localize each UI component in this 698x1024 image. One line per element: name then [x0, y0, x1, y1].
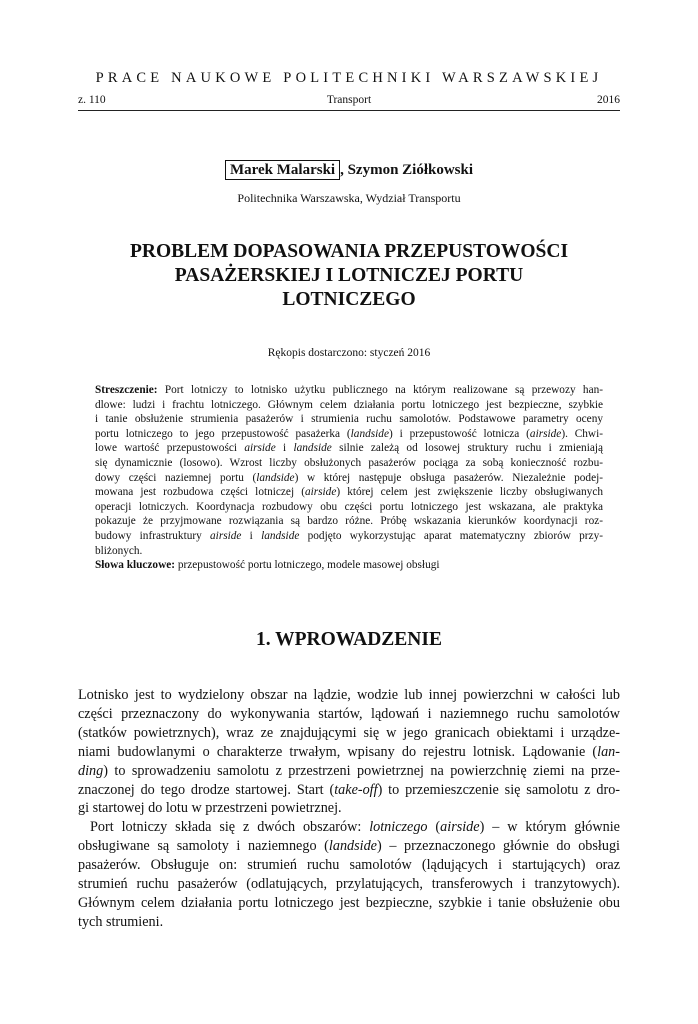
publication-year: 2016 [597, 94, 620, 106]
abstract-line: dlowe: ludzi i frachtu lotniczego. Głównym celem działania portu lotniczego jest bezpieczne, szybkie [95, 398, 603, 411]
abstract-line: portu lotniczego to jego przepustowość pasażerka (landside) i przepustowość lotnicza (airside). Chwi- [95, 427, 603, 440]
abstract-line: Streszczenie: Port lotniczy to lotnisko użytku publicznego na którym realizowane są przewozy han- [95, 384, 603, 396]
body-line: obsługiwane są samoloty i naziemnego (landside) – przeznaczonego głównie do obsługi [78, 838, 620, 855]
issue-line [78, 94, 620, 108]
body-line: znaczonej do tego drodze startowej. Start (take-off) to przemieszczenie się samolotu z dro- [78, 781, 621, 798]
body-line: gi startowej do lotu w przestrzeni powietrznej. [78, 800, 342, 817]
abstract-line: bliżonych. [95, 544, 143, 557]
section-heading: 1. WPROWADZENIE [255, 629, 442, 650]
body-text [78, 686, 620, 932]
abstract-line: się dynamicznie (losowo). Wzrost liczby obsłużonych pasażerów pociąga za sobą konieczność rozbu- [95, 456, 603, 469]
body-line: części przeznaczony do wykonywania startów, lądowań i naziemnego ruchu samolotów [78, 705, 620, 722]
received-date: Rękopis dostarczono: styczeń 2016 [267, 347, 431, 359]
title-line-2: PASAŻERSKIEJ I LOTNICZEJ PORTU [174, 265, 524, 286]
abstract-line: lowe wartość przepustowości airside i landside silnie zależą od losowej struktury ruchu i zmieniają [95, 442, 604, 455]
body-line: Lotnisko jest to wydzielony obszar na lądzie, wodzie lub innej powierzchni w całości lub [78, 687, 620, 703]
body-line: niami budowlanymi o charakterze trwałym, wpisany do rejestru lotnisk. Lądowanie (lan- [78, 743, 620, 760]
abstract-line: operacji lotniczych. Koordynacja rozbudowy obu części portu lotniczego jest wskazana, ale praktyka [95, 500, 603, 513]
keywords [95, 558, 603, 573]
body-line: (statków powietrznych), wraz ze znajdującymi się w jego granicach obiektami i urządze- [78, 724, 620, 741]
abstract-line: mowana jest rozbudowa części lotniczej (airside) której celem jest zwiększenie liczby obsługiwanych [95, 486, 603, 499]
author-separator: , [340, 162, 344, 178]
body-line: strumień ruchu pasażerów (odlatujących, przylatujących, transferowych i tranzytowych). [78, 876, 620, 893]
header-rule [78, 110, 620, 111]
journal-name: PRACE NAUKOWE POLITECHNIKI WARSZAWSKIEJ [95, 70, 603, 86]
authors [0, 162, 698, 179]
body-line: Port lotniczy składa się z dwóch obszarów: lotniczego (airside) – w którym głównie [90, 819, 620, 836]
body-line: pasażerów. Obsługuje on: strumień ruchu samolotów (lądujących i startujących) oraz [78, 857, 620, 874]
series-name: Transport [326, 94, 372, 106]
abstract-line: budowy infrastruktury airside i landside podjęto wykorzystując aparat matematyczny zbiorów przy- [95, 529, 603, 542]
body-line: tych strumieni. [78, 913, 164, 930]
abstract-line: pokazuje że przyjmowane rozwiązania są bardzo różne. Próbę wskazania kierunków koordynacji roz- [95, 515, 603, 528]
paper-title [90, 240, 608, 312]
author-second: Szymon Ziółkowski [347, 162, 474, 178]
abstract [95, 383, 603, 573]
abstract-line: i tanie obsłużenie strumienia pasażerów i strumienia ruchu samolotów. Podstawowe parametry oceny [95, 413, 603, 426]
title-line-1: PROBLEM DOPASOWANIA PRZEPUSTOWOŚCI [129, 241, 569, 262]
author-first: Marek Malarski [225, 160, 340, 180]
body-line: Głównym celem działania portu lotniczego jest bezpieczne, szybkie i tanie obsłużenie obu [78, 894, 620, 911]
abstract-line: dowy części naziemnej portu (landside) w której następuje obsługa pasażerów. Niezależnie podej- [95, 471, 603, 484]
abstract-label: Streszczenie: [95, 384, 158, 396]
keywords-label: Słowa kluczowe: [95, 559, 176, 572]
body-line: ding) to sprowadzeniu samolotu z przestrzeni powietrznej na powierzchnię ziemi na prze- [78, 762, 620, 779]
affiliation: Politechnika Warszawska, Wydział Transportu [237, 191, 461, 205]
keywords-text: przepustowość portu lotniczego, modele masowej obsługi [175, 559, 440, 572]
volume-number: z. 110 [78, 94, 106, 106]
title-line-3: LOTNICZEGO [282, 289, 416, 310]
